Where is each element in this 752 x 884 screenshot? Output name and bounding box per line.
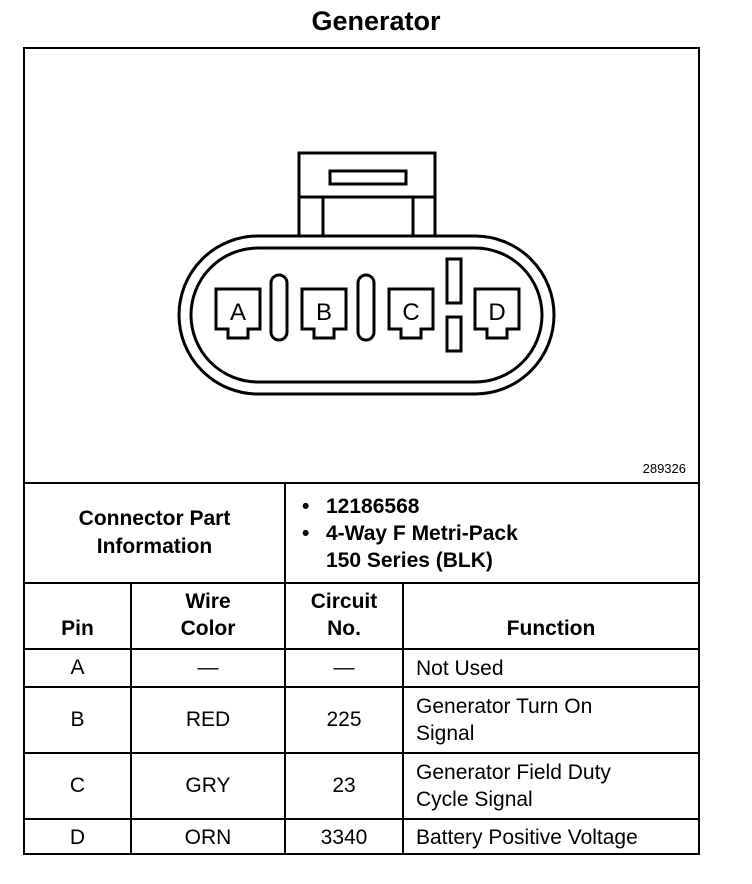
- cell-pin: C: [25, 753, 131, 819]
- pin-label-d: D: [488, 299, 506, 326]
- connector-frame: [23, 47, 700, 855]
- cell-pin: D: [25, 819, 131, 855]
- cell-pin: B: [25, 687, 131, 753]
- cell-function: Generator Turn On Signal: [403, 687, 698, 753]
- table-row: [25, 687, 698, 753]
- cell-circuit: 3340: [285, 819, 403, 855]
- cell-function: Battery Positive Voltage: [403, 819, 698, 855]
- header-function: Function: [403, 583, 698, 649]
- figure-number: 289326: [642, 461, 686, 476]
- header-wire-color: Wire Color: [131, 583, 285, 649]
- part-info-details: [285, 483, 698, 583]
- part-info-row: [25, 483, 698, 583]
- cell-wire-color: GRY: [131, 753, 285, 819]
- part-number-bullet: • 12186568: [302, 494, 420, 518]
- cell-wire-color: —: [131, 649, 285, 687]
- cell-function: Not Used: [403, 649, 698, 687]
- cell-circuit: —: [285, 649, 403, 687]
- connector-diagram: [25, 49, 698, 482]
- table-row: [25, 819, 698, 855]
- pin-label-c: C: [402, 299, 420, 326]
- page-title: Generator: [311, 6, 441, 36]
- connector-table: [25, 482, 698, 855]
- table-row: [25, 753, 698, 819]
- cell-wire-color: RED: [131, 687, 285, 753]
- cell-wire-color: ORN: [131, 819, 285, 855]
- cell-function: Generator Field Duty Cycle Signal: [403, 753, 698, 819]
- pin-label-b: B: [315, 299, 333, 326]
- connector-latch: [299, 153, 435, 239]
- pin-label-a: A: [229, 299, 247, 326]
- header-pin: Pin: [25, 583, 131, 649]
- part-description: 4-Way F Metri-Pack 150 Series (BLK): [326, 521, 518, 572]
- table-row: [25, 649, 698, 687]
- part-info-label: Connector Part Information: [25, 483, 285, 583]
- cell-circuit: 23: [285, 753, 403, 819]
- header-circuit-no: Circuit No.: [285, 583, 403, 649]
- part-description-bullet: • 4-Way F Metri-Pack 150 Series (BLK): [302, 521, 518, 572]
- part-number: 12186568: [326, 494, 420, 518]
- cell-pin: A: [25, 649, 131, 687]
- cell-circuit: 225: [285, 687, 403, 753]
- table-header-row: [25, 583, 698, 649]
